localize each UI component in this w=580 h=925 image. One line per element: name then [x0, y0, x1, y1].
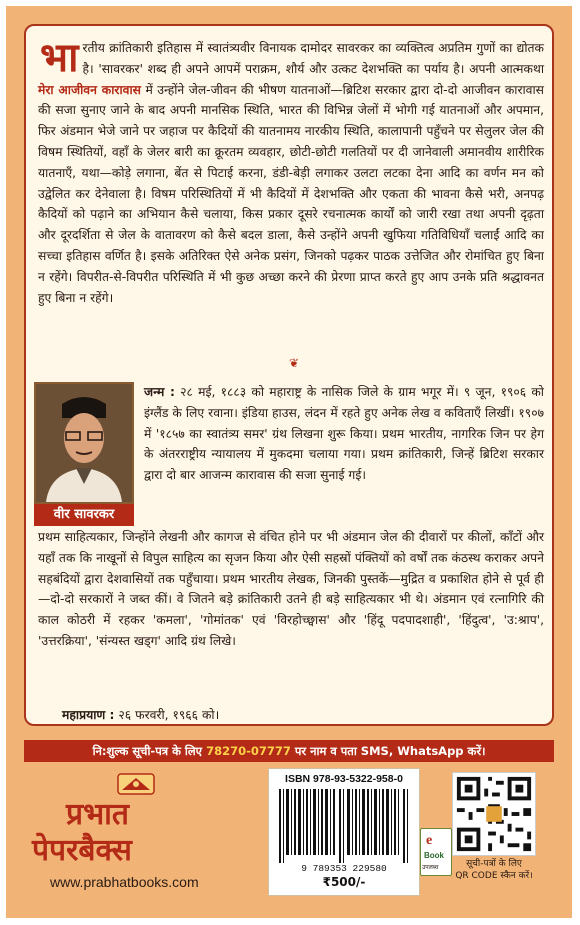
text-panel	[24, 24, 554, 726]
brand-line-2: पेपरबैक्स	[32, 833, 132, 868]
qr-caption-line-1: सूची-पत्रों के लिए	[466, 859, 522, 869]
barcode-box	[268, 768, 420, 896]
death-text: २६ फरवरी, १९६६ को।	[118, 708, 220, 722]
ebook-available: उपलब्ध	[422, 864, 439, 871]
author-death	[62, 706, 219, 724]
intro-paragraph	[38, 35, 544, 308]
ebook-e: e	[426, 833, 433, 848]
back-cover	[6, 6, 572, 918]
intro-text-end: में उन्होंने जेल-जीवन की भीषण यातनाओं—ब्रिटिश सरकार द्वारा दो-दो आजीवन कारावास की सजा सुनाए जाने के बाद अपनी मानसिक स्थिति, भारत की विभिन्न जेलों में भोगी गई यातनाओं और अपमान, फिर अंडमान भेजे जाने पर जहाज पर कैदियों की यातनामय नारकीय स्थिति, कालापानी पहुँचने पर सेलुलर जेल की विषम स्थितियों, वहाँ के जेलर बारी का क्रूरतम व्यवहार, छोटी-छोटी गलतियों पर दी जानेवाली अमानवीय शारीरिक यातनाएँ, यथा—कोड़े लगाना, बेंत से पिटाई करना, डंडी-बेड़ी लगाकर उलटा लटका देना आदि का वर्णन मन को उद्वेलित कर देनेवाला है। विषम परिस्थितियों में भी कैदियों में देशभक्ति और एकता की भावना कैसे भरी, अनपढ़ कैदियों को पढ़ाने का अभियान कैसे चलाया, किस प्रकार दूसरे रचनात्मक कार्यों को जारी रखा तथा अपनी दृढ़ता और दूरदर्शिता से जेल के वातावरण को कैसे बदल डाला, कैसे उन्होंने अपनी खुफिया गतिविधियाँ चलाईं आदि का सच्चा इतिहास वर्णित है। इसके अतिरिक्त ऐसे अनेक प्रसंग, जिनको पढ़कर पाठक उत्तेजित और रोमांचित हुए बिना न रहेंगे। विपरीत-से-विपरीत परिस्थिति में भी कुछ अच्छा करने की प्रेरणा प्राप्त करते हुए आप उनके प्रति श्रद्धावनत हुए बिना न रहेंगे।	[38, 82, 544, 305]
brand-line-1: प्रभात	[66, 797, 130, 832]
order-text-start: नि:शुल्क सूची-पत्र के लिए	[92, 744, 207, 758]
ornament-divider: ❦	[288, 356, 300, 370]
publisher-website[interactable]: www.prabhatbooks.com	[50, 874, 199, 890]
death-label: महाप्रयाण :	[62, 708, 115, 722]
author-bio-birth	[144, 382, 544, 486]
catalogue-order-bar	[24, 740, 554, 762]
qr-caption	[438, 858, 550, 882]
intro-text-start: रतीय क्रांतिकारी इतिहास में स्वातंत्र्यवीर विनायक दामोदर सावरकर का व्यक्तित्व अप्रतिम गुणों का द्योतक है। 'सावरकर' शब्द ही अपने आपमें पराक्रम, शौर्य और उत्कट देशभक्ति का पर्याय है। अपनी आत्मकथा	[82, 41, 544, 76]
price: ₹500/-	[322, 875, 366, 889]
isbn: ISBN 978-93-5322-958-0	[285, 773, 403, 785]
autobiography-title: मेरा आजीवन कारावास	[38, 82, 141, 97]
ebook-book: Book	[424, 851, 444, 860]
author-portrait	[34, 382, 134, 504]
qr-caption-line-2: QR CODE स्कैन करें।	[455, 871, 533, 881]
order-text-end: पर नाम व पता SMS, WhatsApp करें।	[290, 744, 486, 758]
author-bio-rest: प्रथम साहित्यकार, जिन्होंने लेखनी और कागज से वंचित होने पर भी अंडमान जेल की दीवारों पर कीलों, काँटों और यहाँ तक कि नाखूनों से विपुल साहित्य का सृजन किया और ऐसी सहस्रों पंक्तियों को वर्षों तक कंठस्थ कराकर अपने सहबंदियों द्वारा देशवासियों तक पहुँचाया। प्रथम भारतीय लेखक, जिनकी पुस्तकें—मुद्रित व प्रकाशित होने से पूर्व ही—दो-दो सरकारों ने जब्त कीं। वे जितने बड़े क्रांतिकारी उतने ही बड़े साहित्यकार भी थे। अंडमान एवं रत्नागिरि की काल कोठरी में रहकर 'कमला', 'गोमांतक' एवं 'विरहोच्छ्वास' और 'हिंदू पदपादशाही', 'हिंदुत्व', 'उ:श्राप', 'उत्तरक्रिया', 'संन्यस्त खड्ग' आदि ग्रंथ लिखे।	[38, 530, 544, 648]
author-name: वीर सावरकर	[34, 504, 134, 526]
barcode-icon	[277, 789, 411, 863]
birth-text: २८ मई, १८८३ को महाराष्ट्र के नासिक जिले के ग्राम भगूर में। ९ जून, १९०६ को इंग्लैंड के लिए रवाना। इंडिया हाउस, लंदन में रहते हुए अनेक लेख व कविताएँ लिखीं। १९०७ में '१८५७ का स्वातंत्र्य समर' ग्रंथ लिखना शुरू किया। प्रथम भारतीय, नागरिक जिन पर हेग के अंतरराष्ट्रीय न्यायालय में मुकदमा चलाया गया। प्रथम क्रांतिकारी, जिन्हें ब्रिटिश सरकार द्वारा दो बार आजन्म कारावास की सजा सुनाई गई।	[144, 385, 544, 483]
birth-label: जन्म :	[144, 385, 175, 399]
publisher-logo-icon	[114, 770, 158, 796]
order-phone-number: 78270-07777	[206, 744, 291, 758]
qr-code-icon[interactable]	[452, 772, 536, 856]
barcode-digits: 9 789353 229580	[301, 863, 387, 874]
dropcap: भा	[40, 35, 79, 81]
